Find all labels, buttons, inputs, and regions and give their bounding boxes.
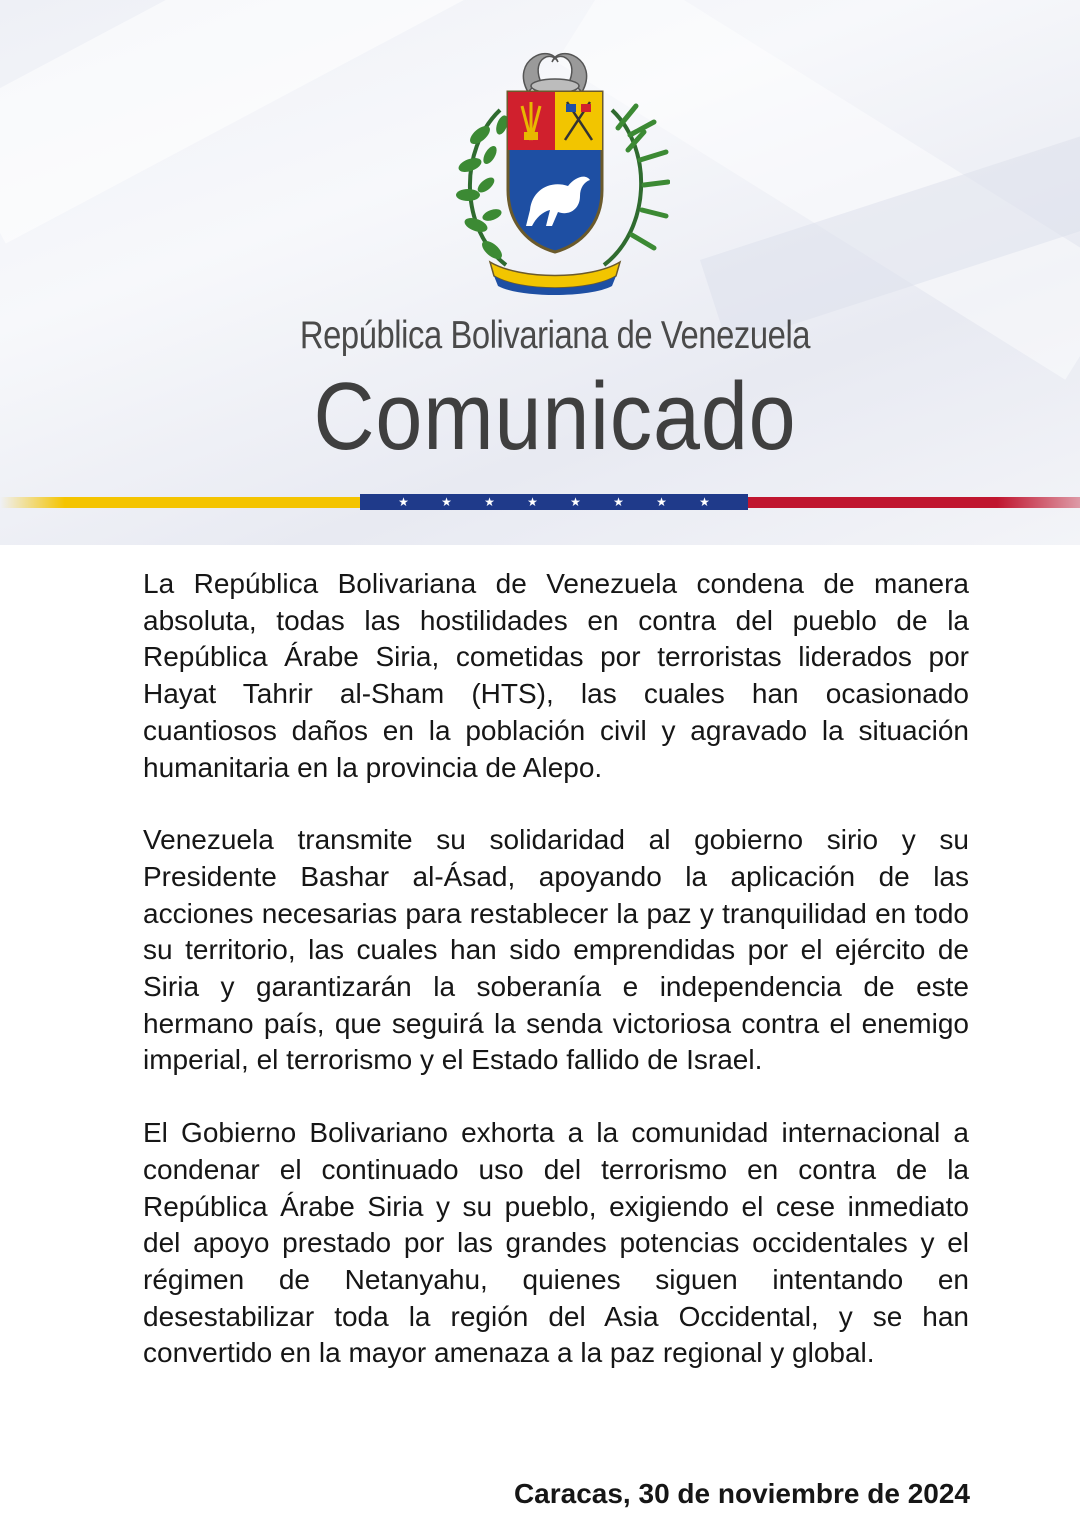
place-and-date: Caracas, 30 de noviembre de 2024 [513, 1478, 970, 1509]
paragraph-2: Venezuela transmite su solidaridad al gobierno sirio y su Presidente Bashar al-Ásad, apoyando la aplicación de las acciones necesarias para restablecer la paz y tranquilidad en todo su territorio, las cuales han sido emprendidas por el ejército de Siria y garantizarán la soberanía e independencia de este hermano país, que seguirá la senda victoriosa contra el enemigo imperial, el terrorismo y el Estado fallido de Israel. [143, 824, 969, 1076]
flag-stripe-divider [0, 494, 1080, 510]
country-name: República Bolivariana de Venezuela [299, 314, 811, 357]
star-icon: ★ [699, 495, 710, 509]
blue-stripe-with-stars [360, 494, 748, 510]
coat-of-arms-emblem [440, 40, 670, 295]
paragraph-3: El Gobierno Bolivariano exhorta a la comunidad internacional a condenar el continuado uso del terrorismo en contra de la República Árabe Siria y su pueblo, exigiendo el cese inmediato del apoyo prestado por las grandes potencias occidentales y el régimen de Netanyahu, quienes siguen intentando en desestabilizar toda la región del Asia Occidental, y se han convertido en la mayor amenaza a la paz regional y global. [143, 1117, 969, 1369]
star-icon: ★ [570, 495, 581, 509]
statement-body [143, 566, 969, 1408]
paragraph-1: La República Bolivariana de Venezuela condena de manera absoluta, todas las hostilidades en contra del pueblo de la República Árabe Siria, cometidas por terroristas liderados por Hayat Tahrir al-Sham (HTS), las cuales han ocasionado cuantiosos daños en la población civil y agravado la situación humanitaria en la provincia de Alepo. [143, 568, 969, 783]
star-icon: ★ [656, 495, 667, 509]
star-icon: ★ [398, 495, 409, 509]
yellow-stripe [0, 497, 360, 508]
star-icon: ★ [484, 495, 495, 509]
star-icon: ★ [527, 495, 538, 509]
header-banner [0, 0, 1080, 545]
page-title: Comunicado [313, 363, 797, 470]
red-stripe [748, 497, 1080, 508]
star-icon: ★ [613, 495, 624, 509]
star-icon: ★ [441, 495, 452, 509]
